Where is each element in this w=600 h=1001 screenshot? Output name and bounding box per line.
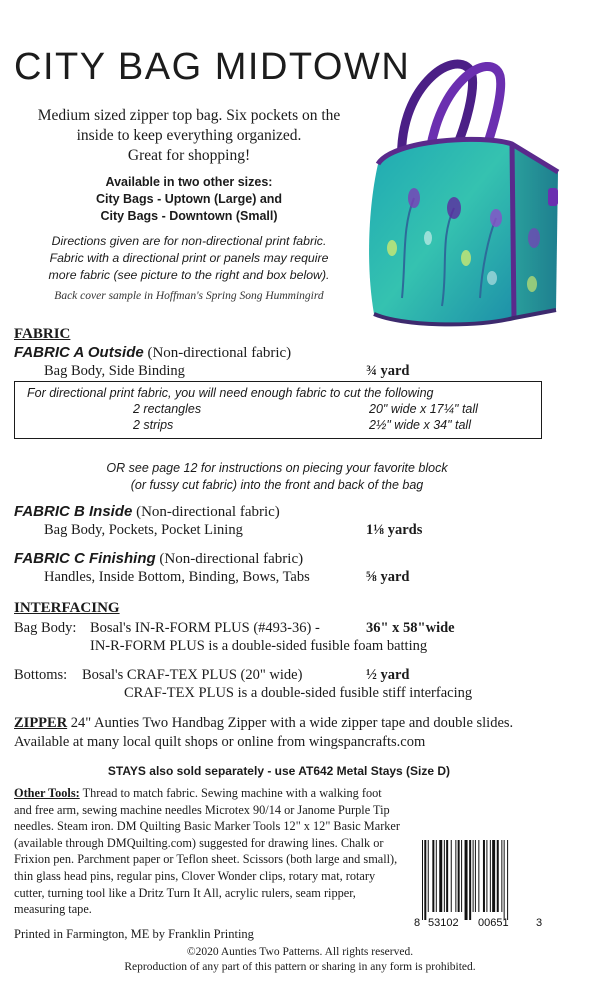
barcode-bar <box>465 840 468 920</box>
fabric-c-amount: ⅝ yard <box>366 569 410 585</box>
interfacing-body-label: Bag Body: <box>14 620 77 636</box>
barcode-bar <box>428 840 429 912</box>
barcode-bar <box>458 840 460 912</box>
barcode-bar <box>478 840 479 912</box>
directions-note <box>14 233 364 284</box>
piecing-note <box>14 460 540 494</box>
interfacing-bottoms-desc: CRAF-TEX PLUS is a double-sided fusible stiff interfacing <box>124 685 473 701</box>
zipper-label: ZIPPER <box>14 715 68 731</box>
fabric-c-items: Handles, Inside Bottom, Binding, Bows, Tabs <box>44 569 310 585</box>
barcode-bar <box>504 840 505 920</box>
copyright-notice <box>0 945 600 975</box>
directions-line: more fabric (see picture to the right and box below). <box>48 268 330 282</box>
piecing-line: OR see page 12 for instructions on piecing your favorite block <box>106 461 448 475</box>
fabric-b-name: FABRIC B Inside <box>14 503 133 520</box>
copyright-line: ©2020 Aunties Two Patterns. All rights reserved. <box>186 946 414 958</box>
barcode-bar <box>507 840 508 920</box>
barcode-bar <box>490 840 491 912</box>
fabric-a-amount: ¾ yard <box>366 363 410 379</box>
barcode-bar <box>436 840 437 912</box>
barcode-bar <box>461 840 462 912</box>
availability-line: City Bags - Downtown (Small) <box>100 209 278 223</box>
upc-barcode <box>412 838 546 928</box>
availability-line: City Bags - Uptown (Large) and <box>95 192 283 206</box>
bag-body <box>369 139 514 324</box>
box-row2-qty: 2 strips <box>133 418 174 432</box>
barcode-digit-1: 8 <box>414 917 421 928</box>
barcode-bar <box>486 840 487 912</box>
interfacing-body-amount: 36" x 58"wide <box>366 620 455 636</box>
other-tools-label: Other Tools: <box>14 786 80 800</box>
directions-line: Directions given are for non-directional print fabric. <box>51 234 327 248</box>
barcode-bar <box>475 840 476 912</box>
barcode-bar <box>455 840 456 912</box>
interfacing-bottoms-amount: ½ yard <box>366 667 410 683</box>
intro-description <box>14 106 364 166</box>
barcode-bar <box>446 840 448 912</box>
barcode-bar <box>444 840 445 912</box>
fabric-b-heading <box>14 503 280 521</box>
barcode-digit-2: 3 <box>536 917 543 928</box>
interfacing-heading: INTERFACING <box>14 600 120 616</box>
box-row1-qty: 2 rectangles <box>133 402 202 416</box>
fabric-b-amount: 1⅛ yards <box>366 522 423 538</box>
fabric-a-heading <box>14 344 291 362</box>
barcode-bar <box>424 840 426 920</box>
barcode-bar <box>422 840 423 920</box>
sample-note: Back cover sample in Hoffman's Spring Song Hummingird <box>54 290 324 302</box>
interfacing-bottoms-product: Bosal's CRAF-TEX PLUS (20" wide) <box>82 667 303 683</box>
fabric-a-items: Bag Body, Side Binding <box>44 363 185 379</box>
box-intro: For directional print fabric, you will need enough fabric to cut the following <box>27 386 434 400</box>
fabric-a-name: FABRIC A Outside <box>14 344 144 361</box>
intro-line: Medium sized zipper top bag. Six pockets on the <box>37 107 341 124</box>
barcode-group-2: 00651 <box>478 917 509 928</box>
bag-tab <box>548 188 558 206</box>
zipper-text: 24" Aunties Two Handbag Zipper with a wide zipper tape and double slides. Available at many local quilt shops or online from wingspancrafts.com <box>14 715 514 750</box>
stays-note: STAYS also sold separately - use AT642 Metal Stays (Size D) <box>107 764 451 778</box>
interfacing-body-desc: IN-R-FORM PLUS is a double-sided fusible foam batting <box>90 638 428 654</box>
fabric-c-heading <box>14 550 303 568</box>
barcode-bar <box>473 840 474 912</box>
zipper-section <box>14 714 544 752</box>
other-tools-section <box>14 785 402 918</box>
box-row2-size: 2½" wide x 34" tall <box>369 418 471 432</box>
fabric-a-note: (Non-directional fabric) <box>143 345 292 361</box>
page-title: CITY BAG MIDTOWN <box>14 46 411 88</box>
bag-side-binding <box>512 144 514 318</box>
availability-note <box>14 174 364 225</box>
intro-line: Great for shopping! <box>127 147 251 164</box>
barcode-bar <box>483 840 485 912</box>
availability-line: Available in two other sizes: <box>105 175 273 189</box>
interfacing-bottoms-label: Bottoms: <box>14 667 68 683</box>
fabric-c-name: FABRIC C Finishing <box>14 550 156 567</box>
barcode-bar <box>492 840 495 912</box>
barcode-bar <box>501 840 502 912</box>
bag-photo <box>362 48 594 330</box>
intro-line: inside to keep everything organized. <box>76 127 302 144</box>
barcode-bar <box>497 840 499 912</box>
box-row1-size: 20" wide x 17¼" tall <box>369 402 478 416</box>
fabric-heading: FABRIC <box>14 326 71 342</box>
barcode-bar <box>451 840 452 912</box>
other-tools-text: Thread to match fabric. Sewing machine with a walking foot and free arm, sewing machine needles Microtex 90/14 or Janome Purple Tip needles. Steam iron. DM Quilting Basic Marker Tools 12" x 12" Basic Marker (available through DMQuilting.com) suggested for drawing lines. Chalk or Frixion pen. Parchment paper or Teflon sheet. Scissors (both large and small), thin glass head pins, regular pins, Clover Wonder clips, rotary mat, rotary cutter, turning tool like a Dritz Turn It All, acrylic rulers, seam ripper, measuring tape. <box>14 786 400 917</box>
directions-line: Fabric with a directional print or panels may require <box>49 251 329 265</box>
fabric-c-note: (Non-directional fabric) <box>155 551 304 567</box>
barcode-bar <box>439 840 442 912</box>
interfacing-body-product: Bosal's IN-R-FORM PLUS (#493-36) - <box>90 620 320 636</box>
directional-print-box <box>14 381 542 439</box>
fabric-b-note: (Non-directional fabric) <box>132 504 280 520</box>
piecing-line: (or fussy cut fabric) into the front and back of the bag <box>130 478 424 492</box>
fabric-b-items: Bag Body, Pockets, Pocket Lining <box>44 522 243 538</box>
barcode-group-1: 53102 <box>428 917 459 928</box>
barcode-bar <box>469 840 471 920</box>
copyright-line: Reproduction of any part of this pattern or sharing in any form is prohibited. <box>124 961 476 973</box>
printed-note: Printed in Farmington, ME by Franklin Printing <box>14 927 254 941</box>
barcode-bar <box>432 840 434 912</box>
barcode-bars <box>422 840 508 920</box>
